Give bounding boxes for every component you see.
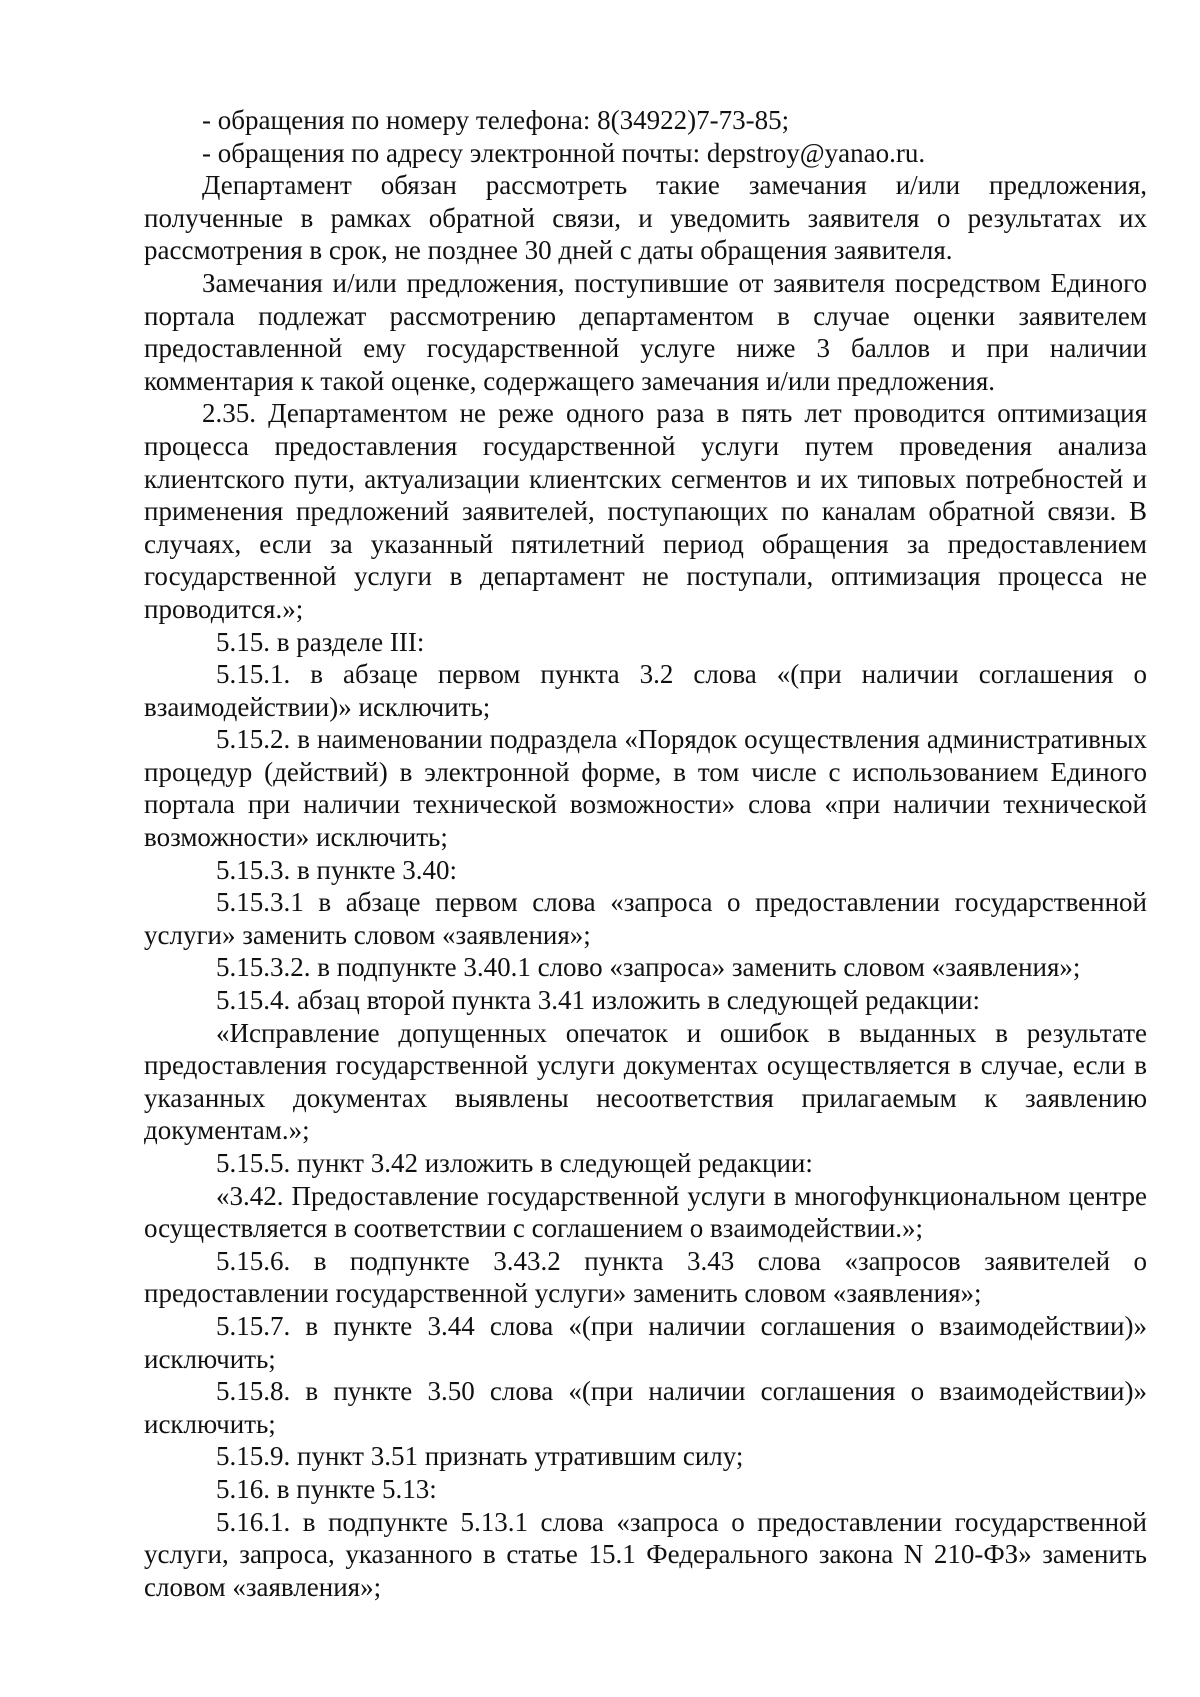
paragraph-review-obligation: Департамент обязан рассмотреть такие замечания и/или предложения, полученные в рамках обратной связи, и уведомить заявителя о результатах их рассмотрения в срок, не позднее 30 дней с даты обращения заявителя. [144,170,1147,266]
paragraph-portal-feedback: Замечания и/или предложения, поступившие от заявителя посредством Единого портала подлежат рассмотрению департаментом в случае оценки заявителем предоставленной ему государственной услуге ниже 3 баллов и при наличии комментария к такой оценке, содержащего замечания и/или предложения. [144,267,1147,396]
paragraph-5-15-2: 5.15.2. в наименовании подраздела «Порядок осуществления административных процедур (действий) в электронной форме, в том числе с использованием Единого портала при наличии технической возможности» слова «при наличии технической возможности» исключить; [144,724,1147,853]
paragraph-2-35: 2.35. Департаментом не реже одного раза в пять лет проводится оптимизация процесса предоставления государственной услуги путем проведения анализа клиентского пути, актуализации клиентских сегментов и их типовых потребностей и применения предложений заявителей, поступающих по каналам обратной связи. В случаях, если за указанный пятилетний период обращения за предоставлением государственной услуги в департамент не поступали, оптимизация процесса не проводится.»; [144,398,1147,624]
paragraph-5-16: 5.16. в пункте 5.13: [216,1473,437,1504]
paragraph-5-15-9: 5.15.9. пункт 3.51 признать утратившим силу; [216,1441,744,1472]
paragraph-5-15: 5.15. в разделе III: [216,626,425,657]
paragraph-5-15-1: 5.15.1. в абзаце первом пункта 3.2 слова «(при наличии соглашения о взаимодействии)» исключить; [144,659,1147,722]
document-body [144,104,1147,1603]
paragraph-5-15-3-2: 5.15.3.2. в подпункте 3.40.1 слово «запроса» заменить словом «заявления»; [216,952,1081,983]
paragraph-5-15-5: 5.15.5. пункт 3.42 изложить в следующей редакции: [216,1148,813,1178]
paragraph-email-contact: - обращения по адресу электронной почты: depstroy@yanao.ru. [202,137,926,168]
paragraph-5-15-3: 5.15.3. в пункте 3.40: [216,854,457,885]
paragraph-5-15-4: 5.15.4. абзац второй пункта 3.41 изложить в следующей редакции: [216,985,980,1016]
paragraph-quote-3-42: «3.42. Предоставление государственной услуги в многофункциональном центре осуществляется в соответствии с соглашением о взаимодействии.»; [144,1180,1147,1244]
paragraph-5-15-3-1: 5.15.3.1 в абзаце первом слова «запроса о предоставлении государственной услуги» заменить словом «заявления»; [144,887,1147,950]
paragraph-phone-contact: - обращения по номеру телефона: 8(34922)7-73-85; [202,105,790,135]
paragraph-5-15-6: 5.15.6. в подпункте 3.43.2 пункта 3.43 слова «запросов заявителей о предоставлении государственной услуги» заменить словом «заявления»; [144,1245,1147,1309]
paragraph-quote-corrections: «Исправление допущенных опечаток и ошибок в выданных в результате предоставления государственной услуги документах осуществляется в случае, если в указанных документах выявлены несоответствия прилагаемым к заявлению документам.»; [144,1017,1147,1146]
paragraph-5-15-7: 5.15.7. в пункте 3.44 слова «(при наличии соглашения о взаимодействии)» исключить; [144,1310,1147,1374]
paragraph-5-15-8: 5.15.8. в пункте 3.50 слова «(при наличии соглашения о взаимодействии)» исключить; [144,1376,1147,1439]
paragraph-5-16-1: 5.16.1. в подпункте 5.13.1 слова «запроса о предоставлении государственной услуги, запроса, указанного в статье 15.1 Федерального закона N 210-ФЗ» заменить словом «заявления»; [144,1506,1147,1602]
